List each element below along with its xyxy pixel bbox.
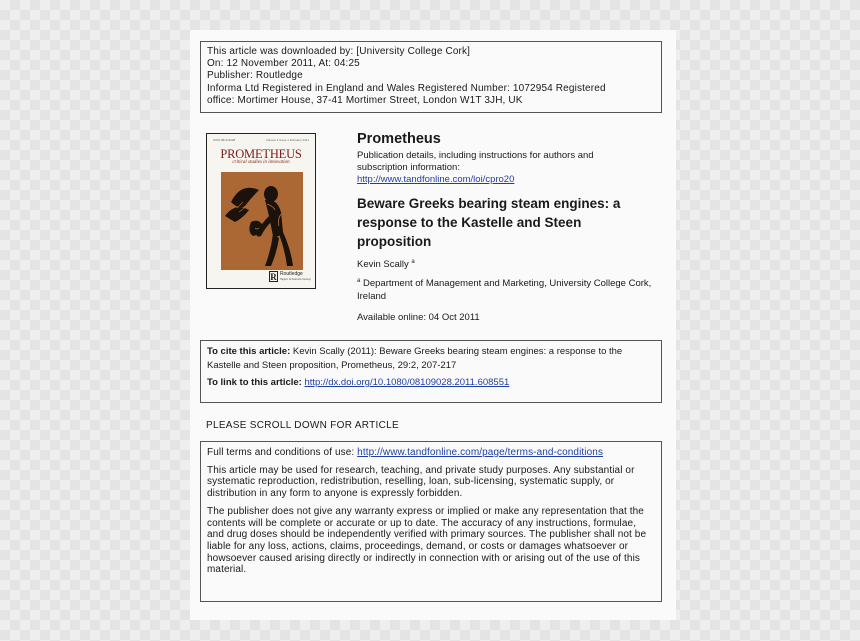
terms-box [200,441,662,602]
citation-box [200,340,662,403]
doi-link[interactable]: http://dx.doi.org/10.1080/08109028.2011.608551 [304,377,510,388]
routledge-r-icon: R [270,272,277,282]
terms-intro [207,447,655,459]
journal-url-link[interactable]: http://www.tandfonline.com/loi/cpro20 [357,174,515,185]
terms-intro-text: Full terms and conditions of use: [207,447,355,458]
terms-paragraph-usage: This article may be used for research, teaching, and private study purposes. Any substantial or systematic reproduction, redistribution, reselling, loan, sub-licensing, systematic supply, or distribution in any form to anyone is expressly forbidden. [207,464,635,500]
doi-line [207,376,655,390]
cover-volume: Volume 1 Issue 1 February 2011 [265,138,309,142]
article-meta [357,130,657,323]
cite-text: Kevin Scally (2011): Beware Greeks bearing steam engines: a response to the Kastelle and Steen proposition, Prometheus, 29:2, 207-217 [207,346,623,371]
cover-publisher-sub: Taylor & Francis Group [280,276,311,281]
author-line [357,256,657,271]
publication-details-text: Publication details, including instructions for authors and subscription information: [357,150,594,173]
affiliation [357,275,657,303]
download-info-line: Publisher: Routledge [207,70,303,82]
cover-publisher: Routledge [280,270,303,277]
cite-line [207,345,655,372]
affil-marker: a [357,278,361,285]
journal-cover-image [206,133,316,289]
author-name: Kevin Scally [357,259,409,271]
link-label: To link to this article: [207,377,302,388]
terms-paragraph-disclaimer: The publisher does not give any warranty express or implied or make any representation that the contents will be complete or accurate or up to date. The accuracy of any instructions, formulae, and drug doses should be independently verified with primary sources. The publisher shall not be liable for any loss, actions, claims, proceedings, demand, or costs or damages whatsoever or howsoever caused arising directly or indirectly in connection with or arising out of the use of this material. [207,505,647,576]
routledge-logo [269,271,311,282]
cover-artwork [221,172,303,270]
terms-url-link[interactable]: http://www.tandfonline.com/page/terms-and-conditions [357,447,604,458]
article-title: Beware Greeks bearing steam engines: a response to the Kastelle and Steen proposition [357,196,621,249]
journal-name: Prometheus [357,131,441,147]
publication-details [357,150,637,186]
download-info-line: On: 12 November 2011, At: 04:25 [207,58,360,70]
download-info-line: This article was downloaded by: [University College Cork] [207,46,471,57]
download-info-line: Informa Ltd Registered in England and Wales Registered Number: 1072954 Registered [207,82,606,94]
cover-issn: ISSN 0810-9028 [213,138,236,142]
cover-title: PROMETHEUS [220,147,302,161]
cite-label: To cite this article: [207,346,291,357]
affiliation-text: Department of Management and Marketing, University College Cork, Ireland [357,278,652,302]
download-info-line: office: Mortimer House, 37-41 Mortimer Street, London W1T 3JH, UK [207,94,523,106]
cover-topline [213,138,309,142]
author-affil-marker: a [411,259,415,265]
download-info-box [200,41,662,113]
cover-subtitle: critical studies in innovation [232,160,290,165]
available-online: Available online: 04 Oct 2011 [357,312,480,324]
scroll-notice: PLEASE SCROLL DOWN FOR ARTICLE [206,420,399,431]
